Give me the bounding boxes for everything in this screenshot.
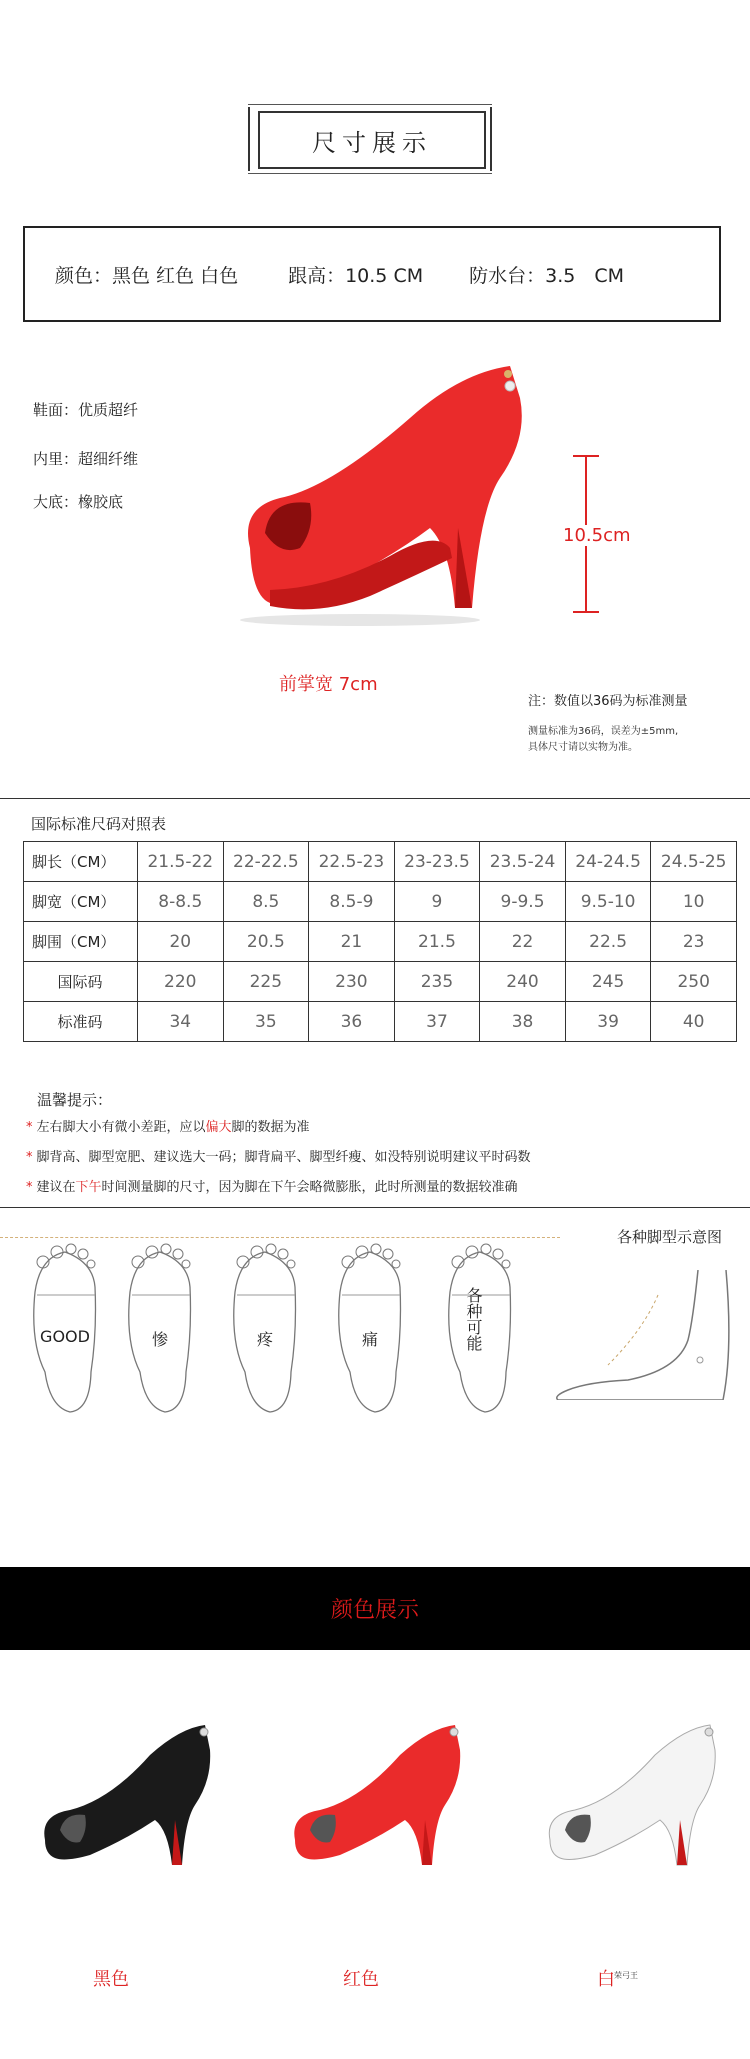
size-cell: 35 xyxy=(223,1002,309,1042)
divider xyxy=(0,1207,750,1208)
size-row-header: 脚围（CM） xyxy=(24,922,138,962)
size-cell: 240 xyxy=(480,962,566,1002)
foot-outline-3 xyxy=(225,1232,305,1417)
size-cell: 250 xyxy=(651,962,737,1002)
foot-type-label: 痛 xyxy=(361,1330,378,1349)
foot-type-label: 惨 xyxy=(151,1330,168,1349)
size-table-row xyxy=(24,842,737,882)
size-cell: 24.5-25 xyxy=(651,842,737,882)
size-cell: 37 xyxy=(394,1002,480,1042)
size-cell: 225 xyxy=(223,962,309,1002)
side-foot-sketch xyxy=(548,1270,738,1400)
size-cell: 38 xyxy=(480,1002,566,1042)
section-title-box xyxy=(248,107,490,171)
dim-cap-bottom xyxy=(573,611,599,613)
material-sole: 大底：橡胶底 xyxy=(33,493,124,511)
size-cell: 22.5-23 xyxy=(309,842,395,882)
size-cell: 220 xyxy=(138,962,224,1002)
size-cell: 20.5 xyxy=(223,922,309,962)
size-row-header: 脚宽（CM） xyxy=(24,882,138,922)
size-cell: 21.5 xyxy=(394,922,480,962)
spec-platform: 防水台：3.5 CM xyxy=(469,264,624,287)
size-cell: 10 xyxy=(651,882,737,922)
red-shoe-image xyxy=(210,358,550,628)
size-row-header: 脚长（CM） xyxy=(24,842,138,882)
size-cell: 40 xyxy=(651,1002,737,1042)
color-shoe-1 xyxy=(30,1720,230,1870)
foot-outline-2 xyxy=(120,1232,200,1417)
color-shoe-2 xyxy=(280,1720,480,1870)
foot-outline-4 xyxy=(330,1232,410,1417)
measure-subnote: 测量标准为36码，误差为±5mm, 具体尺寸请以实物为准。 xyxy=(528,726,679,753)
spec-color: 颜色：黑色 红色 白色 xyxy=(55,264,239,287)
material-lining: 内里：超细纤维 xyxy=(33,450,139,468)
size-cell: 34 xyxy=(138,1002,224,1042)
size-cell: 22-22.5 xyxy=(223,842,309,882)
color-label-1: 黑色 xyxy=(93,1969,129,1990)
foot-type-label: GOOD xyxy=(40,1327,90,1346)
color-shoe-3 xyxy=(535,1720,735,1870)
spec-heel: 跟高：10.5 CM xyxy=(288,264,424,287)
size-table-row xyxy=(24,882,737,922)
title-frame xyxy=(248,107,492,171)
foot-types-title: 各种脚型示意图 xyxy=(617,1228,723,1246)
measure-note: 注：数值以36码为标准测量 xyxy=(528,694,688,709)
size-cell: 22 xyxy=(480,922,566,962)
size-cell: 36 xyxy=(309,1002,395,1042)
size-cell: 22.5 xyxy=(565,922,651,962)
size-table-row xyxy=(24,1002,737,1042)
size-cell: 9 xyxy=(394,882,480,922)
size-cell: 8.5 xyxy=(223,882,309,922)
size-table-row xyxy=(24,962,737,1002)
color-showcase-title: 颜色展示 xyxy=(330,1598,419,1623)
divider xyxy=(0,798,750,799)
foot-outline-5 xyxy=(440,1232,520,1417)
size-row-header: 标准码 xyxy=(24,1002,138,1042)
foot-type-label: 各种可能 xyxy=(464,1287,483,1351)
size-cell: 21.5-22 xyxy=(138,842,224,882)
size-table xyxy=(23,841,737,1042)
size-cell: 20 xyxy=(138,922,224,962)
tips-title: 温馨提示： xyxy=(37,1091,113,1109)
size-cell: 230 xyxy=(309,962,395,1002)
size-row-header: 国际码 xyxy=(24,962,138,1002)
size-cell: 8.5-9 xyxy=(309,882,395,922)
material-upper: 鞋面：优质超纤 xyxy=(33,401,139,419)
size-cell: 9-9.5 xyxy=(480,882,566,922)
size-cell: 23 xyxy=(651,922,737,962)
color-label-2: 红色 xyxy=(343,1969,379,1990)
size-cell: 235 xyxy=(394,962,480,1002)
size-cell: 245 xyxy=(565,962,651,1002)
size-cell: 8-8.5 xyxy=(138,882,224,922)
page-title: 尺寸展示 xyxy=(258,111,486,169)
size-cell: 23.5-24 xyxy=(480,842,566,882)
color-showcase-band xyxy=(0,1567,750,1650)
size-table-title: 国际标准尺码对照表 xyxy=(31,815,167,833)
front-width-label: 前掌宽 7cm xyxy=(279,674,378,695)
watermark-logo: 荣弓王 xyxy=(614,1971,638,1980)
size-cell: 23-23.5 xyxy=(394,842,480,882)
size-table-row xyxy=(24,922,737,962)
tip-2: * 脚背高、脚型宽肥、建议选大一码；脚背扁平、脚型纤瘦、如没特别说明建议平时码数 xyxy=(26,1150,531,1165)
heel-height-label: 10.5cm xyxy=(563,525,631,546)
foot-outline-1 xyxy=(25,1232,105,1417)
tip-3: * 建议在下午时间测量脚的尺寸，因为脚在下午会略微膨胀，此时所测量的数据较准确 xyxy=(26,1180,518,1195)
spec-box xyxy=(23,226,721,322)
size-cell: 21 xyxy=(309,922,395,962)
foot-type-label: 疼 xyxy=(256,1330,273,1349)
color-label-3: 白 xyxy=(597,1969,615,1990)
size-cell: 9.5-10 xyxy=(565,882,651,922)
size-cell: 24-24.5 xyxy=(565,842,651,882)
size-cell: 39 xyxy=(565,1002,651,1042)
tip-1: * 左右脚大小有微小差距，应以偏大脚的数据为准 xyxy=(26,1120,310,1135)
